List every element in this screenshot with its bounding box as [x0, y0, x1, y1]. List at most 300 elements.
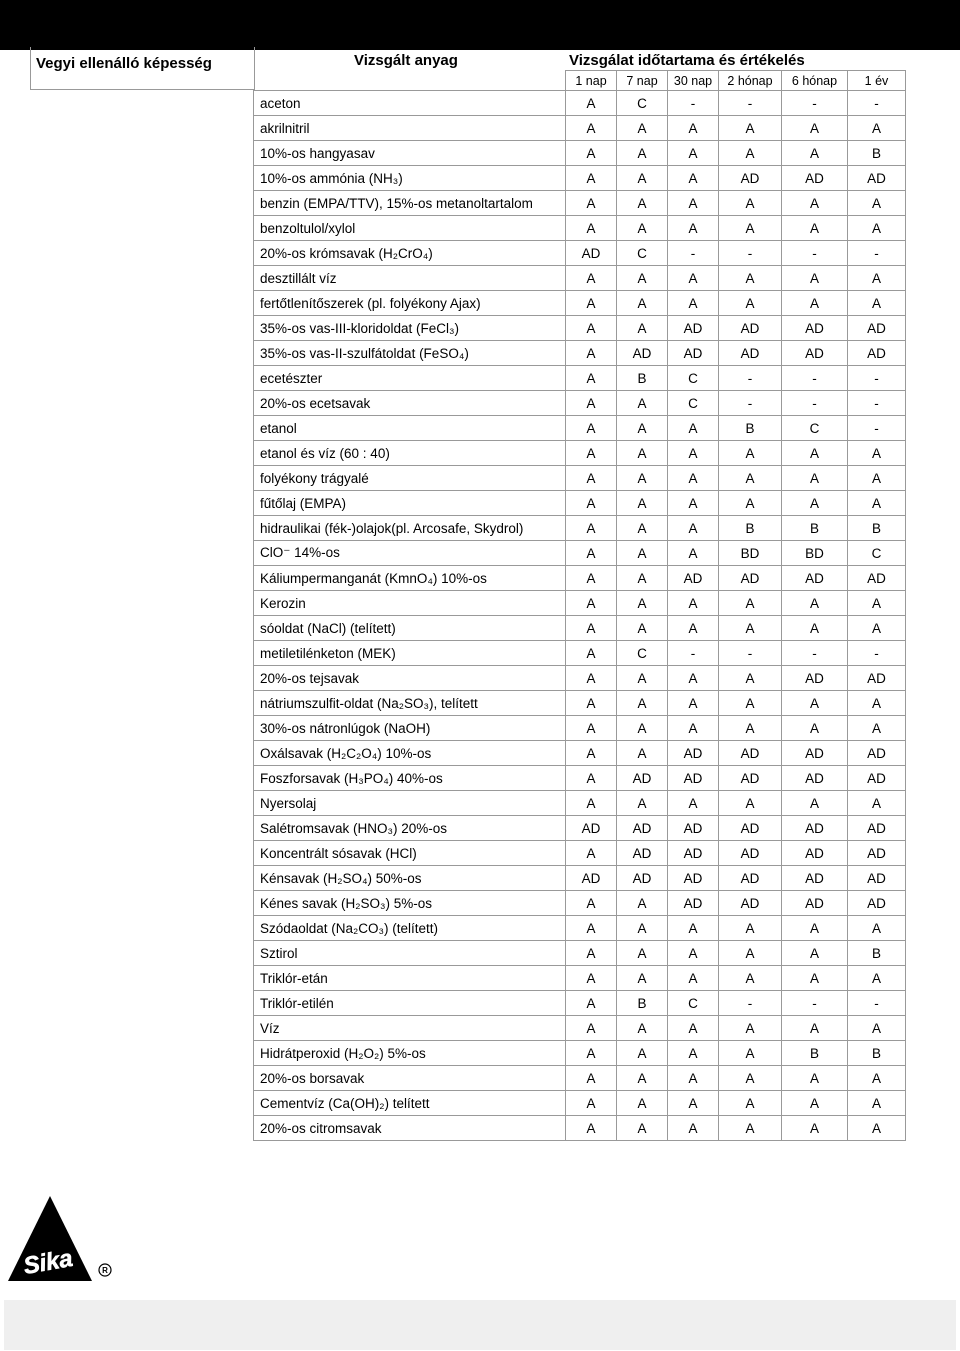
substance-name: folyékony trágyalé [254, 466, 566, 491]
rating-cell: AD [719, 341, 782, 366]
rating-cell: A [566, 341, 617, 366]
rating-cell: A [719, 116, 782, 141]
rating-cell: AD [848, 666, 906, 691]
rating-cell: AD [719, 841, 782, 866]
rating-cell: A [668, 1116, 719, 1141]
substance-column-header: Vizsgált anyag [354, 52, 458, 69]
rating-cell: AD [848, 766, 906, 791]
rating-cell: A [782, 941, 848, 966]
substance-name: 20%-os tejsavak [254, 666, 566, 691]
rating-cell: - [719, 641, 782, 666]
rating-cell: A [566, 266, 617, 291]
substance-name: Nyersolaj [254, 791, 566, 816]
rating-cell: A [782, 966, 848, 991]
rating-cell: - [719, 91, 782, 116]
rating-cell: A [617, 416, 668, 441]
period-label: 7 nap [617, 71, 668, 91]
rating-cell: A [719, 291, 782, 316]
rating-cell: A [782, 491, 848, 516]
rating-cell: A [617, 941, 668, 966]
rating-cell: AD [782, 891, 848, 916]
table-row [254, 766, 906, 791]
rating-cell: A [719, 191, 782, 216]
footer-band [4, 1300, 956, 1350]
rating-cell: B [848, 1041, 906, 1066]
rating-cell: C [668, 366, 719, 391]
rating-cell: C [668, 391, 719, 416]
table-row [254, 116, 906, 141]
rating-cell: AD [782, 166, 848, 191]
table-row [254, 1091, 906, 1116]
rating-cell: A [719, 591, 782, 616]
substance-name: benzoltulol/xylol [254, 216, 566, 241]
rating-cell: AD [782, 841, 848, 866]
rating-cell: A [782, 916, 848, 941]
rating-cell: A [719, 791, 782, 816]
table-row [254, 441, 906, 466]
rating-cell: A [566, 616, 617, 641]
rating-cell: A [848, 216, 906, 241]
rating-cell: A [719, 491, 782, 516]
rating-cell: A [617, 616, 668, 641]
rating-cell: A [719, 216, 782, 241]
table-row [254, 666, 906, 691]
top-black-bar [0, 0, 960, 50]
substance-name: Kénsavak (H₂SO₄) 50%-os [254, 866, 566, 891]
rating-cell: C [617, 91, 668, 116]
rating-cell: A [566, 166, 617, 191]
rating-cell: A [668, 166, 719, 191]
rating-cell: A [782, 291, 848, 316]
rating-cell: C [668, 991, 719, 1016]
rating-cell: A [566, 916, 617, 941]
rating-cell: A [848, 1016, 906, 1041]
rating-cell: C [782, 416, 848, 441]
rating-cell: A [617, 266, 668, 291]
rating-cell: A [668, 116, 719, 141]
table-row [254, 91, 906, 116]
rating-cell: AD [848, 841, 906, 866]
rating-cell: A [566, 466, 617, 491]
table-row [254, 316, 906, 341]
svg-text:R: R [102, 1266, 108, 1275]
rating-cell: A [617, 741, 668, 766]
rating-cell: A [848, 791, 906, 816]
rating-cell: B [719, 516, 782, 541]
rating-cell: A [566, 1116, 617, 1141]
substance-name: Sztirol [254, 941, 566, 966]
table-row [254, 491, 906, 516]
rating-cell: A [719, 616, 782, 641]
rating-cell: A [848, 691, 906, 716]
table-row [254, 716, 906, 741]
rating-cell: AD [782, 666, 848, 691]
rating-cell: A [566, 1091, 617, 1116]
rating-cell: AD [782, 316, 848, 341]
table-row [254, 1041, 906, 1066]
rating-cell: AD [782, 866, 848, 891]
rating-cell: AD [719, 866, 782, 891]
rating-cell: A [668, 591, 719, 616]
section-title: Vegyi ellenálló képesség [36, 55, 212, 72]
rating-cell: A [566, 1066, 617, 1091]
rating-cell: A [848, 1116, 906, 1141]
rating-cell: - [848, 366, 906, 391]
rating-cell: A [617, 316, 668, 341]
rating-cell: A [566, 666, 617, 691]
substance-name: akrilnitril [254, 116, 566, 141]
rating-cell: A [719, 1041, 782, 1066]
rating-cell: A [617, 541, 668, 566]
rating-cell: A [719, 1091, 782, 1116]
rating-cell: A [566, 891, 617, 916]
substance-name: etanol [254, 416, 566, 441]
rating-cell: A [719, 916, 782, 941]
rating-cell: A [668, 216, 719, 241]
rating-cell: - [848, 391, 906, 416]
rating-cell: B [617, 366, 668, 391]
svg-text:Sika: Sika [21, 1244, 75, 1281]
rating-cell: - [848, 241, 906, 266]
table-row [254, 1116, 906, 1141]
rating-cell: - [668, 641, 719, 666]
table-row [254, 1016, 906, 1041]
rating-cell: A [617, 466, 668, 491]
substance-name: 30%-os nátronlúgok (NaOH) [254, 716, 566, 741]
rating-cell: A [566, 116, 617, 141]
rating-cell: A [848, 466, 906, 491]
rating-cell: A [566, 316, 617, 341]
blank-header-cell [254, 71, 566, 91]
rating-cell: A [566, 691, 617, 716]
substance-name: 35%-os vas-III-kloridoldat (FeCl₃) [254, 316, 566, 341]
rating-cell: AD [668, 766, 719, 791]
table-row [254, 991, 906, 1016]
rating-cell: A [566, 741, 617, 766]
rating-cell: AD [848, 566, 906, 591]
substance-name: hidraulikai (fék-)olajok(pl. Arcosafe, Skydrol) [254, 516, 566, 541]
rating-cell: AD [617, 866, 668, 891]
table-row [254, 916, 906, 941]
substance-name: 20%-os ecetsavak [254, 391, 566, 416]
rating-cell: C [848, 541, 906, 566]
rating-cell: AD [566, 241, 617, 266]
rating-cell: A [719, 1016, 782, 1041]
rating-cell: - [782, 391, 848, 416]
rating-cell: A [668, 1091, 719, 1116]
rating-cell: A [617, 966, 668, 991]
rating-cell: A [617, 391, 668, 416]
rating-cell: B [719, 416, 782, 441]
table-row [254, 791, 906, 816]
rating-cell: A [848, 591, 906, 616]
rating-cell: A [782, 591, 848, 616]
period-label: 1 nap [566, 71, 617, 91]
substance-name: Hidrátperoxid (H₂O₂) 5%-os [254, 1041, 566, 1066]
substance-name: fűtőlaj (EMPA) [254, 491, 566, 516]
rating-cell: A [782, 1016, 848, 1041]
table-row [254, 191, 906, 216]
rating-cell: AD [719, 891, 782, 916]
rating-cell: A [668, 791, 719, 816]
rating-cell: BD [719, 541, 782, 566]
sika-logo [6, 1192, 116, 1284]
rating-cell: A [566, 291, 617, 316]
rating-cell: A [668, 941, 719, 966]
rating-cell: A [566, 366, 617, 391]
rating-cell: AD [719, 316, 782, 341]
rating-cell: - [719, 391, 782, 416]
rating-cell: A [848, 916, 906, 941]
rating-cell: A [782, 716, 848, 741]
table-row [254, 966, 906, 991]
rating-cell: A [566, 391, 617, 416]
rating-cell: A [617, 916, 668, 941]
rating-cell: AD [668, 341, 719, 366]
rating-cell: A [848, 966, 906, 991]
rating-cell: AD [668, 866, 719, 891]
rating-cell: A [848, 291, 906, 316]
rating-cell: A [668, 966, 719, 991]
table-row [254, 741, 906, 766]
table-row [254, 841, 906, 866]
rating-cell: A [782, 266, 848, 291]
rating-cell: A [668, 916, 719, 941]
rating-cell: AD [782, 566, 848, 591]
substance-name: 20%-os borsavak [254, 1066, 566, 1091]
rating-cell: A [566, 791, 617, 816]
rating-cell: A [617, 141, 668, 166]
rating-cell: - [719, 366, 782, 391]
rating-cell: A [719, 666, 782, 691]
rating-cell: A [566, 216, 617, 241]
rating-cell: A [782, 1091, 848, 1116]
rating-cell: AD [617, 341, 668, 366]
rating-cell: AD [617, 816, 668, 841]
rating-cell: A [566, 416, 617, 441]
table-row [254, 416, 906, 441]
rating-cell: A [668, 441, 719, 466]
substance-name: Kénes savak (H₂SO₃) 5%-os [254, 891, 566, 916]
rating-cell: A [782, 216, 848, 241]
rating-cell: B [617, 991, 668, 1016]
table-row [254, 691, 906, 716]
substance-name: sóoldat (NaCl) (telített) [254, 616, 566, 641]
substance-name: Foszforsavak (H₃PO₄) 40%-os [254, 766, 566, 791]
rating-cell: A [566, 766, 617, 791]
rating-cell: B [848, 141, 906, 166]
rating-cell: B [782, 1041, 848, 1066]
rating-cell: AD [668, 316, 719, 341]
rating-cell: - [668, 241, 719, 266]
rating-cell: - [668, 91, 719, 116]
rating-cell: A [566, 491, 617, 516]
rating-cell: AD [719, 166, 782, 191]
table-row [254, 266, 906, 291]
rating-cell: A [617, 1066, 668, 1091]
rating-cell: A [566, 141, 617, 166]
table-row [254, 216, 906, 241]
rating-cell: A [566, 91, 617, 116]
substance-name: 35%-os vas-II-szulfátoldat (FeSO₄) [254, 341, 566, 366]
rating-cell: A [719, 691, 782, 716]
table-row [254, 141, 906, 166]
rating-cell: A [617, 116, 668, 141]
rating-cell: AD [782, 341, 848, 366]
rating-cell: A [719, 941, 782, 966]
rating-cell: AD [668, 741, 719, 766]
rating-cell: A [617, 441, 668, 466]
substance-name: Koncentrált sósavak (HCl) [254, 841, 566, 866]
rating-cell: A [719, 1116, 782, 1141]
rating-cell: A [668, 191, 719, 216]
rating-cell: AD [617, 766, 668, 791]
rating-cell: A [566, 1016, 617, 1041]
rating-cell: A [617, 691, 668, 716]
table-row [254, 1066, 906, 1091]
substance-name: 20%-os krómsavak (H₂CrO₄) [254, 241, 566, 266]
rating-cell: A [668, 416, 719, 441]
rating-cell: A [617, 1016, 668, 1041]
rating-cell: A [848, 266, 906, 291]
rating-cell: A [782, 141, 848, 166]
rating-cell: A [668, 516, 719, 541]
rating-cell: A [848, 191, 906, 216]
rating-cell: A [566, 641, 617, 666]
rating-cell: AD [782, 741, 848, 766]
rating-cell: A [617, 166, 668, 191]
substance-name: 10%-os hangyasav [254, 141, 566, 166]
rating-cell: AD [566, 866, 617, 891]
rating-cell: A [566, 541, 617, 566]
rating-cell: A [566, 591, 617, 616]
rating-cell: A [782, 441, 848, 466]
rating-cell: A [566, 441, 617, 466]
rating-cell: AD [617, 841, 668, 866]
table-row [254, 166, 906, 191]
rating-cell: A [668, 691, 719, 716]
rating-cell: A [848, 116, 906, 141]
table-row [254, 591, 906, 616]
substance-name: fertőtlenítőszerek (pl. folyékony Ajax) [254, 291, 566, 316]
rating-cell: - [848, 991, 906, 1016]
substance-name: Káliumpermanganát (KmnO₄) 10%-os [254, 566, 566, 591]
table-row [254, 466, 906, 491]
substance-name: Salétromsavak (HNO₃) 20%-os [254, 816, 566, 841]
rating-cell: A [719, 466, 782, 491]
table-row [254, 941, 906, 966]
rating-cell: A [668, 291, 719, 316]
rating-cell: B [848, 516, 906, 541]
rating-cell: AD [719, 766, 782, 791]
rating-cell: A [566, 716, 617, 741]
substance-name: 20%-os citromsavak [254, 1116, 566, 1141]
rating-cell: C [617, 641, 668, 666]
period-label: 6 hónap [782, 71, 848, 91]
rating-cell: A [617, 191, 668, 216]
rating-cell: AD [848, 316, 906, 341]
rating-cell: A [719, 441, 782, 466]
rating-cell: B [782, 516, 848, 541]
substance-name: etanol és víz (60 : 40) [254, 441, 566, 466]
rating-cell: - [848, 641, 906, 666]
substance-name: ClO⁻ 14%-os [254, 541, 566, 566]
rating-cell: A [566, 516, 617, 541]
rating-cell: A [782, 616, 848, 641]
substance-name: desztillált víz [254, 266, 566, 291]
rating-cell: A [848, 1066, 906, 1091]
rating-cell: AD [566, 816, 617, 841]
substance-name: benzin (EMPA/TTV), 15%-os metanoltartalom [254, 191, 566, 216]
rating-cell: A [782, 116, 848, 141]
duration-column-header: Vizsgálat időtartama és értékelés [569, 52, 805, 69]
table-row [254, 391, 906, 416]
rating-cell: AD [782, 766, 848, 791]
table-row [254, 241, 906, 266]
rating-cell: - [782, 241, 848, 266]
rating-cell: A [617, 1116, 668, 1141]
rating-cell: A [668, 1016, 719, 1041]
rating-cell: A [719, 266, 782, 291]
rating-cell: A [848, 1091, 906, 1116]
rating-cell: A [782, 1066, 848, 1091]
rating-cell: AD [668, 816, 719, 841]
rating-cell: AD [668, 841, 719, 866]
rating-cell: A [617, 566, 668, 591]
rating-cell: A [668, 541, 719, 566]
rating-cell: C [617, 241, 668, 266]
substance-name: Víz [254, 1016, 566, 1041]
substance-name: Cementvíz (Ca(OH)₂) telített [254, 1091, 566, 1116]
rating-cell: AD [719, 566, 782, 591]
table-row [254, 516, 906, 541]
table-row [254, 816, 906, 841]
rating-cell: A [566, 941, 617, 966]
rating-cell: AD [668, 891, 719, 916]
rating-cell: AD [668, 566, 719, 591]
rating-cell: AD [848, 741, 906, 766]
rating-cell: A [668, 141, 719, 166]
rating-cell: A [617, 216, 668, 241]
rating-cell: A [617, 291, 668, 316]
rating-cell: A [566, 841, 617, 866]
rating-cell: B [848, 941, 906, 966]
table-row [254, 341, 906, 366]
period-label: 2 hónap [719, 71, 782, 91]
rating-cell: A [668, 1041, 719, 1066]
rating-cell: A [617, 491, 668, 516]
substance-name: Szódaoldat (Na₂CO₃) (telített) [254, 916, 566, 941]
substance-name: Triklór-etilén [254, 991, 566, 1016]
substance-name: nátriumszulfit-oldat (Na₂SO₃), telített [254, 691, 566, 716]
substance-name: Triklór-etán [254, 966, 566, 991]
rating-cell: A [782, 791, 848, 816]
table-row [254, 291, 906, 316]
rating-cell: AD [848, 891, 906, 916]
rating-cell: A [719, 966, 782, 991]
chemical-resistance-table [253, 70, 906, 1141]
rating-cell: A [617, 666, 668, 691]
rating-cell: A [782, 466, 848, 491]
rating-cell: A [617, 791, 668, 816]
rating-cell: A [617, 516, 668, 541]
substance-name: Kerozin [254, 591, 566, 616]
rating-cell: A [719, 141, 782, 166]
table-row [254, 866, 906, 891]
rating-cell: - [782, 91, 848, 116]
rating-cell: A [617, 716, 668, 741]
rating-cell: A [782, 1116, 848, 1141]
